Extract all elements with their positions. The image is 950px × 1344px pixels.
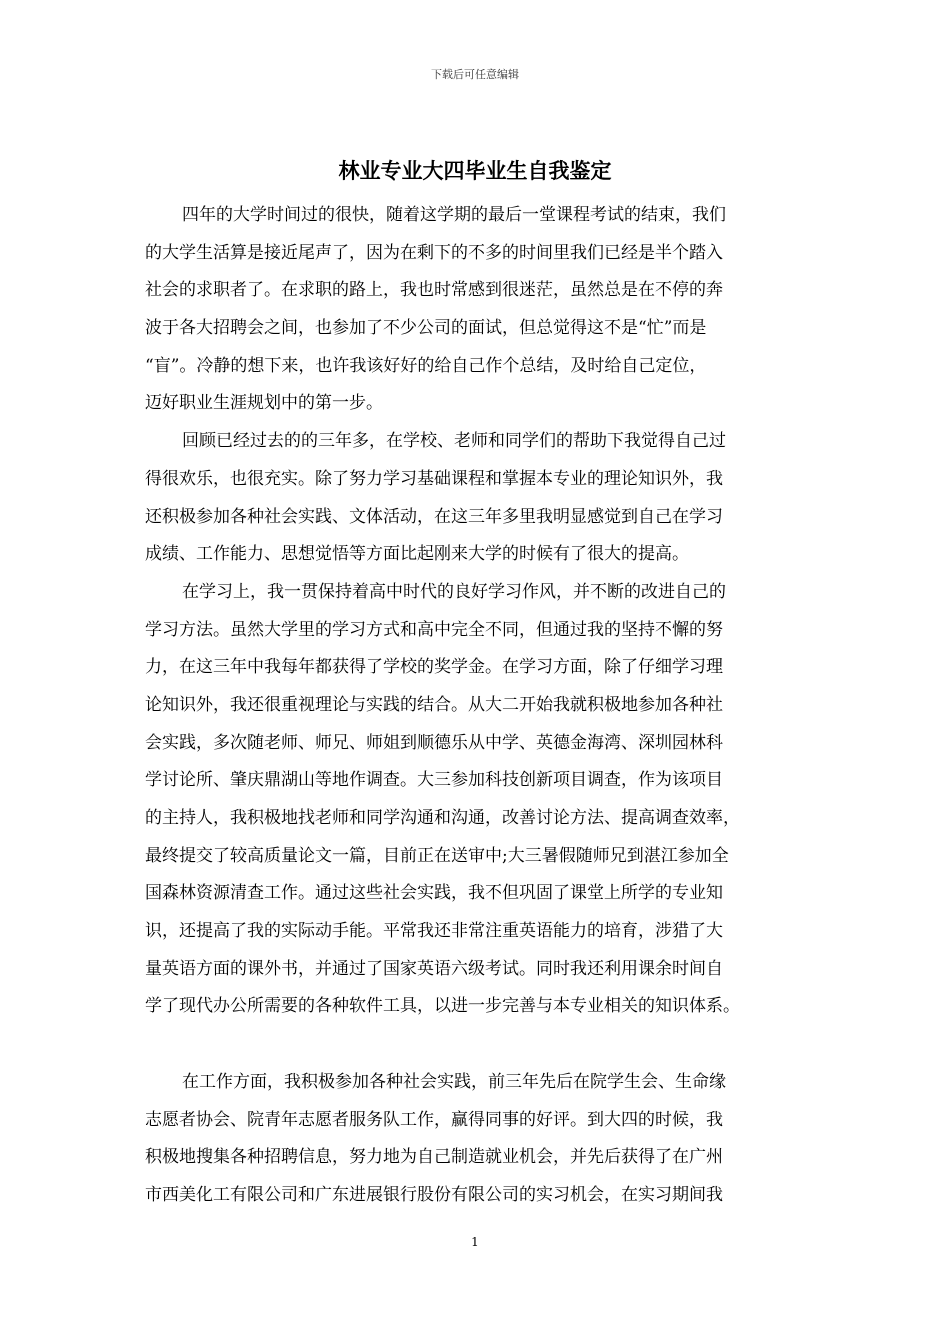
text-line: 学了现代办公所需要的各种软件工具，以进一步完善与本专业相关的知识体系。 (145, 996, 740, 1017)
text-line: 迈好职业生涯规划中的第一步。 (145, 393, 383, 414)
text-line: 论知识外，我还很重视理论与实践的结合。从大二开始我就积极地参加各种社 (145, 694, 723, 715)
text-line: 在学习上，我一贯保持着高中时代的良好学习作风，并不断的改进自己的 (182, 581, 726, 602)
page-number: 1 (471, 1235, 479, 1249)
page-header-note: 下载后可任意编辑 (431, 68, 519, 81)
text-line: 志愿者协会、院青年志愿者服务队工作，赢得同事的好评。到大四的时候，我 (145, 1109, 723, 1130)
text-line: 社会的求职者了。在求职的路上，我也时常感到很迷茫，虽然总是在不停的奔 (145, 280, 723, 301)
text-line: 波于各大招聘会之间，也参加了不少公司的面试，但总觉得这不是“忙”而是 (145, 318, 707, 339)
text-line: 力，在这三年中我每年都获得了学校的奖学金。在学习方面，除了仔细学习理 (145, 657, 723, 678)
text-line: 的大学生活算是接近尾声了，因为在剩下的不多的时间里我们已经是半个踏入 (145, 242, 723, 263)
text-line: 市西美化工有限公司和广东进展银行股份有限公司的实习机会，在实习期间我 (145, 1184, 723, 1205)
text-line: 学习方法。虽然大学里的学习方式和高中完全不同，但通过我的坚持不懈的努 (145, 619, 723, 640)
text-line: 学讨论所、肇庆鼎湖山等地作调查。大三参加科技创新项目调查，作为该项目 (145, 770, 723, 791)
text-line: 得很欢乐，也很充实。除了努力学习基础课程和掌握本专业的理论知识外，我 (145, 468, 723, 489)
blank-line (145, 1026, 825, 1064)
document-body (145, 197, 825, 1215)
text-line: 识，还提高了我的实际动手能。平常我还非常注重英语能力的培育，涉猎了大 (145, 921, 723, 942)
text-line: 国森林资源清查工作。通过这些社会实践，我不但巩固了课堂上所学的专业知 (145, 883, 723, 904)
document-title: 林业专业大四毕业生自我鉴定 (338, 158, 612, 183)
text-line: 量英语方面的课外书，并通过了国家英语六级考试。同时我还利用课余时间自 (145, 958, 723, 979)
text-line: 成绩、工作能力、思想觉悟等方面比起刚来大学的时候有了很大的提高。 (145, 544, 689, 565)
text-line: 在工作方面，我积极参加各种社会实践，前三年先后在院学生会、生命缘 (182, 1071, 726, 1092)
text-line: “盲”。冷静的想下来，也许我该好好的给自己作个总结，及时给自己定位， (145, 355, 707, 376)
text-line: 还积极参加各种社会实践、文体活动，在这三年多里我明显感觉到自己在学习 (145, 506, 723, 527)
text-line: 积极地搜集各种招聘信息，努力地为自己制造就业机会，并先后获得了在广州 (145, 1147, 723, 1168)
text-line: 会实践，多次随老师、师兄、师姐到顺德乐从中学、英德金海湾、深圳园林科 (145, 732, 723, 753)
text-line: 的主持人，我积极地找老师和同学沟通和沟通，改善讨论方法、提高调查效率， (145, 808, 740, 828)
text-line: 最终提交了较高质量论文一篇，目前正在送审中;大三暑假随师兄到湛江参加全 (145, 845, 729, 866)
text-line: 回顾已经过去的的三年多，在学校、老师和同学们的帮助下我觉得自己过 (182, 431, 726, 452)
text-line: 四年的大学时间过的很快，随着这学期的最后一堂课程考试的结束，我们 (182, 205, 726, 225)
